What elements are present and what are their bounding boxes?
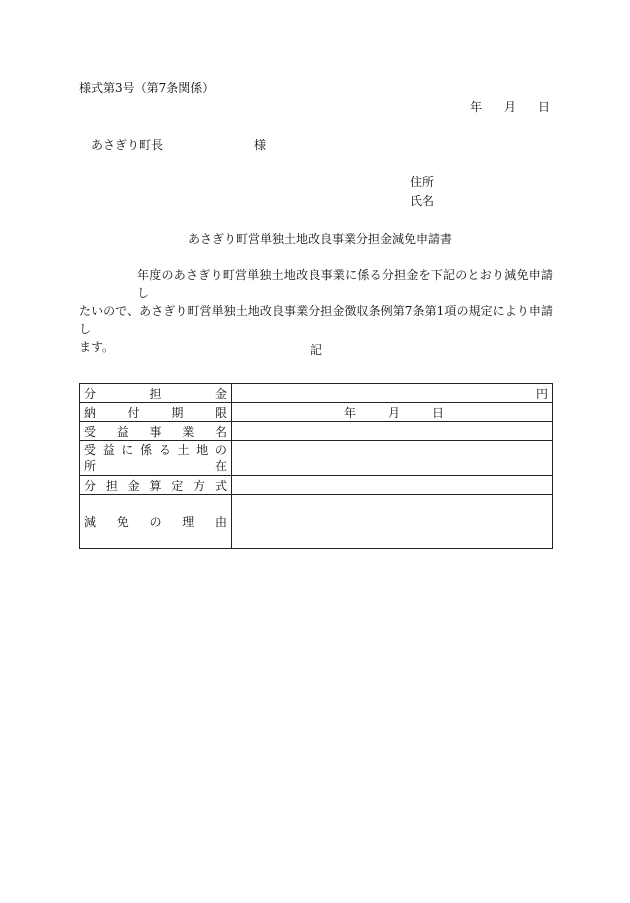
label-char: 期 xyxy=(171,405,184,420)
label-char: 益 xyxy=(102,443,115,457)
due-date-cell[interactable] xyxy=(232,403,553,422)
application-date xyxy=(470,101,550,113)
applicant-name-label: 氏名 xyxy=(410,194,435,208)
label-char: 減 xyxy=(84,515,97,529)
label-char: の xyxy=(214,443,227,457)
label-char: 方 xyxy=(193,478,206,493)
label-char: 定 xyxy=(171,478,184,493)
label-char: 益 xyxy=(116,424,129,439)
project-name-cell[interactable] xyxy=(232,422,553,441)
table-row xyxy=(80,441,553,476)
table-row xyxy=(80,384,553,403)
body-line: 年度のあさぎり町営単独土地改良事業に係る分担金を下記のとおり減免申請し xyxy=(137,268,553,300)
label-char: 式 xyxy=(214,478,227,493)
label-char: 担 xyxy=(105,478,118,493)
reduction-reason-cell[interactable] xyxy=(232,495,553,549)
label-char: 限 xyxy=(214,405,227,420)
label-char: 免 xyxy=(116,515,129,529)
label-char: 名 xyxy=(214,424,227,439)
row-label-calculation-method xyxy=(80,476,232,495)
body-line: たいので、あさぎり町営単独土地改良事業分担金徴収条例第7条第1項の規定により申請し xyxy=(79,304,553,336)
label-char: 地 xyxy=(196,443,209,457)
label-char: 付 xyxy=(127,405,140,420)
label-char: 理 xyxy=(182,515,195,529)
table-row xyxy=(80,495,553,549)
land-location-cell[interactable] xyxy=(232,441,553,476)
detail-table xyxy=(79,383,553,549)
date-day-label: 日 xyxy=(537,100,550,114)
due-day-label: 日 xyxy=(431,405,444,420)
document-title: あさぎり町営単独土地改良事業分担金減免申請書 xyxy=(188,232,453,246)
label-char: 土 xyxy=(177,443,190,457)
date-month-label: 月 xyxy=(503,100,516,114)
label-char: 受 xyxy=(84,443,97,457)
yen-unit: 円 xyxy=(535,386,548,401)
label-char: 分 xyxy=(84,386,97,401)
table-row xyxy=(80,403,553,422)
ki-heading: 記 xyxy=(310,343,323,357)
label-char: の xyxy=(149,515,162,529)
row-label-burden xyxy=(80,384,232,403)
label-char: 担 xyxy=(149,386,162,401)
due-month-label: 月 xyxy=(387,405,400,420)
label-char: 由 xyxy=(214,515,227,529)
calculation-method-cell[interactable] xyxy=(232,476,553,495)
applicant-address-label: 住所 xyxy=(410,175,435,189)
label-char: 算 xyxy=(149,478,162,493)
row-label-due-date xyxy=(80,403,232,422)
label-char: 所 xyxy=(84,459,97,473)
table-row xyxy=(80,422,553,441)
burden-amount-cell[interactable] xyxy=(232,384,553,403)
row-label-project-name xyxy=(80,422,232,441)
row-label-reduction-reason xyxy=(80,495,232,549)
addressee: あさぎり町長 xyxy=(91,138,164,152)
due-year-label: 年 xyxy=(344,405,357,420)
label-char: 事 xyxy=(149,424,162,439)
label-char: 金 xyxy=(214,386,227,401)
body-line: ます。 xyxy=(79,340,115,354)
label-char: 分 xyxy=(84,478,97,493)
label-char: 納 xyxy=(84,405,97,420)
label-char: 在 xyxy=(214,459,227,473)
label-char: る xyxy=(158,443,171,457)
label-char: 係 xyxy=(140,443,153,457)
label-char: 受 xyxy=(84,424,97,439)
label-char: に xyxy=(121,443,134,457)
table-row xyxy=(80,476,553,495)
date-year-label: 年 xyxy=(470,100,483,114)
label-char: 金 xyxy=(127,478,140,493)
honorific: 様 xyxy=(254,138,267,152)
label-char: 業 xyxy=(182,424,195,439)
form-number: 様式第3号（第7条関係） xyxy=(79,81,215,95)
row-label-land-location xyxy=(80,441,232,476)
